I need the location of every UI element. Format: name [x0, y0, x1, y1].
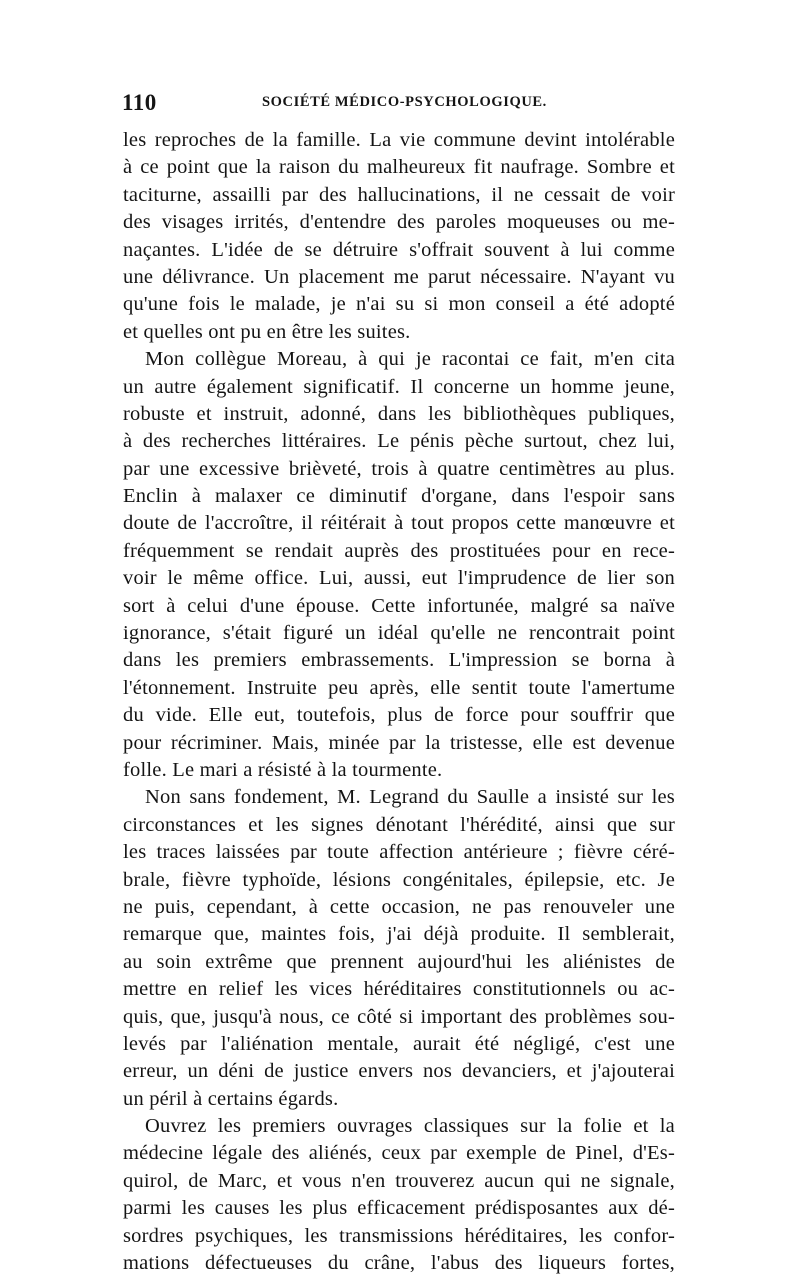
- text-line: parmi les causes les plus efficacement prédisposantes aux dé-: [123, 1197, 675, 1220]
- text-line: brale, fièvre typhoïde, lésions congénitales, épilepsie, etc. Je: [123, 868, 675, 891]
- running-head: [122, 90, 678, 118]
- text-line: doute de l'accroître, il réitérait à tout propos cette manœuvre et: [123, 512, 675, 535]
- text-line: sort à celui d'une épouse. Cette infortunée, malgré sa naïve: [123, 594, 675, 617]
- text-line: l'étonnement. Instruite peu après, elle sentit toute l'amertume: [123, 676, 675, 699]
- text-line: un péril à certains égards.: [123, 1087, 339, 1110]
- text-line: qu'une fois le malade, je n'ai su si mon conseil a été adopté: [123, 293, 675, 316]
- text-line: médecine légale des aliénés, ceux par exemple de Pinel, d'Es-: [123, 1142, 675, 1165]
- text-line: Ouvrez les premiers ouvrages classiques sur la folie et la: [145, 1115, 675, 1138]
- text-line: quis, que, jusqu'à nous, ce côté si important des problèmes sou-: [123, 1005, 675, 1028]
- page-number: 110: [122, 90, 157, 115]
- text-line: taciturne, assailli par des hallucinations, il ne cessait de voir: [123, 183, 675, 206]
- text-line: un autre également significatif. Il concerne un homme jeune,: [123, 375, 675, 398]
- running-head-title: SOCIÉTÉ MÉDICO-PSYCHOLOGIQUE.: [262, 94, 547, 110]
- text-line: quirol, de Marc, et vous n'en trouverez aucun qui ne signale,: [123, 1169, 675, 1192]
- text-line: à ce point que la raison du malheureux fit naufrage. Sombre et: [123, 156, 675, 179]
- text-line: mations défectueuses du crâne, l'abus des liqueurs fortes,: [123, 1252, 675, 1275]
- text-line: voir le même office. Lui, aussi, eut l'imprudence de lier son: [123, 567, 675, 590]
- text-line: fréquemment se rendait auprès des prostituées pour en rece-: [123, 539, 675, 562]
- text-line: ignorance, s'était figuré un idéal qu'elle ne rencontrait point: [123, 622, 675, 645]
- text-line: Mon collègue Moreau, à qui je racontai ce fait, m'en cita: [145, 348, 675, 371]
- body-text: [123, 127, 675, 1277]
- text-line: une délivrance. Un placement me parut nécessaire. N'ayant vu: [123, 265, 675, 288]
- text-line: les reproches de la famille. La vie commune devint intolérable: [123, 129, 675, 151]
- text-line: robuste et instruit, adonné, dans les bibliothèques publiques,: [123, 402, 675, 425]
- text-line: du vide. Elle eut, toutefois, plus de force pour souffrir que: [123, 704, 675, 727]
- text-line: levés par l'aliénation mentale, aurait été négligé, c'est une: [123, 1032, 675, 1055]
- text-line: dans les premiers embrassements. L'impression se borna à: [123, 649, 675, 672]
- text-line: mettre en relief les vices héréditaires constitutionnels ou ac-: [123, 978, 675, 1001]
- text-line: naçantes. L'idée de se détruire s'offrait souvent à lui comme: [123, 238, 675, 261]
- text-line: à des recherches littéraires. Le pénis pèche surtout, chez lui,: [123, 430, 675, 453]
- text-line: Enclin à malaxer ce diminutif d'organe, dans l'espoir sans: [123, 485, 675, 508]
- text-line: erreur, un déni de justice envers nos devanciers, et j'ajouterai: [123, 1060, 675, 1083]
- text-line: ne puis, cependant, à cette occasion, ne pas renouveler une: [123, 895, 675, 918]
- text-line: circonstances et les signes dénotant l'hérédité, ainsi que sur: [123, 813, 675, 836]
- text-line: sordres psychiques, les transmissions héréditaires, les confor-: [123, 1224, 675, 1247]
- text-line: pour récriminer. Mais, minée par la tristesse, elle est devenue: [123, 731, 675, 754]
- text-line: et quelles ont pu en être les suites.: [123, 320, 411, 343]
- text-line: par une excessive brièveté, trois à quatre centimètres au plus.: [123, 457, 675, 480]
- text-line: folle. Le mari a résisté à la tourmente.: [123, 758, 443, 781]
- text-line: des visages irrités, d'entendre des paroles moqueuses ou me-: [123, 211, 675, 234]
- text-line: remarque que, maintes fois, j'ai déjà produite. Il semblerait,: [123, 923, 675, 946]
- text-line: Non sans fondement, M. Legrand du Saulle a insisté sur les: [145, 786, 675, 809]
- text-line: les traces laissées par toute affection antérieure ; fièvre céré-: [123, 841, 675, 864]
- text-line: au soin extrême que prennent aujourd'hui les aliénistes de: [123, 950, 675, 973]
